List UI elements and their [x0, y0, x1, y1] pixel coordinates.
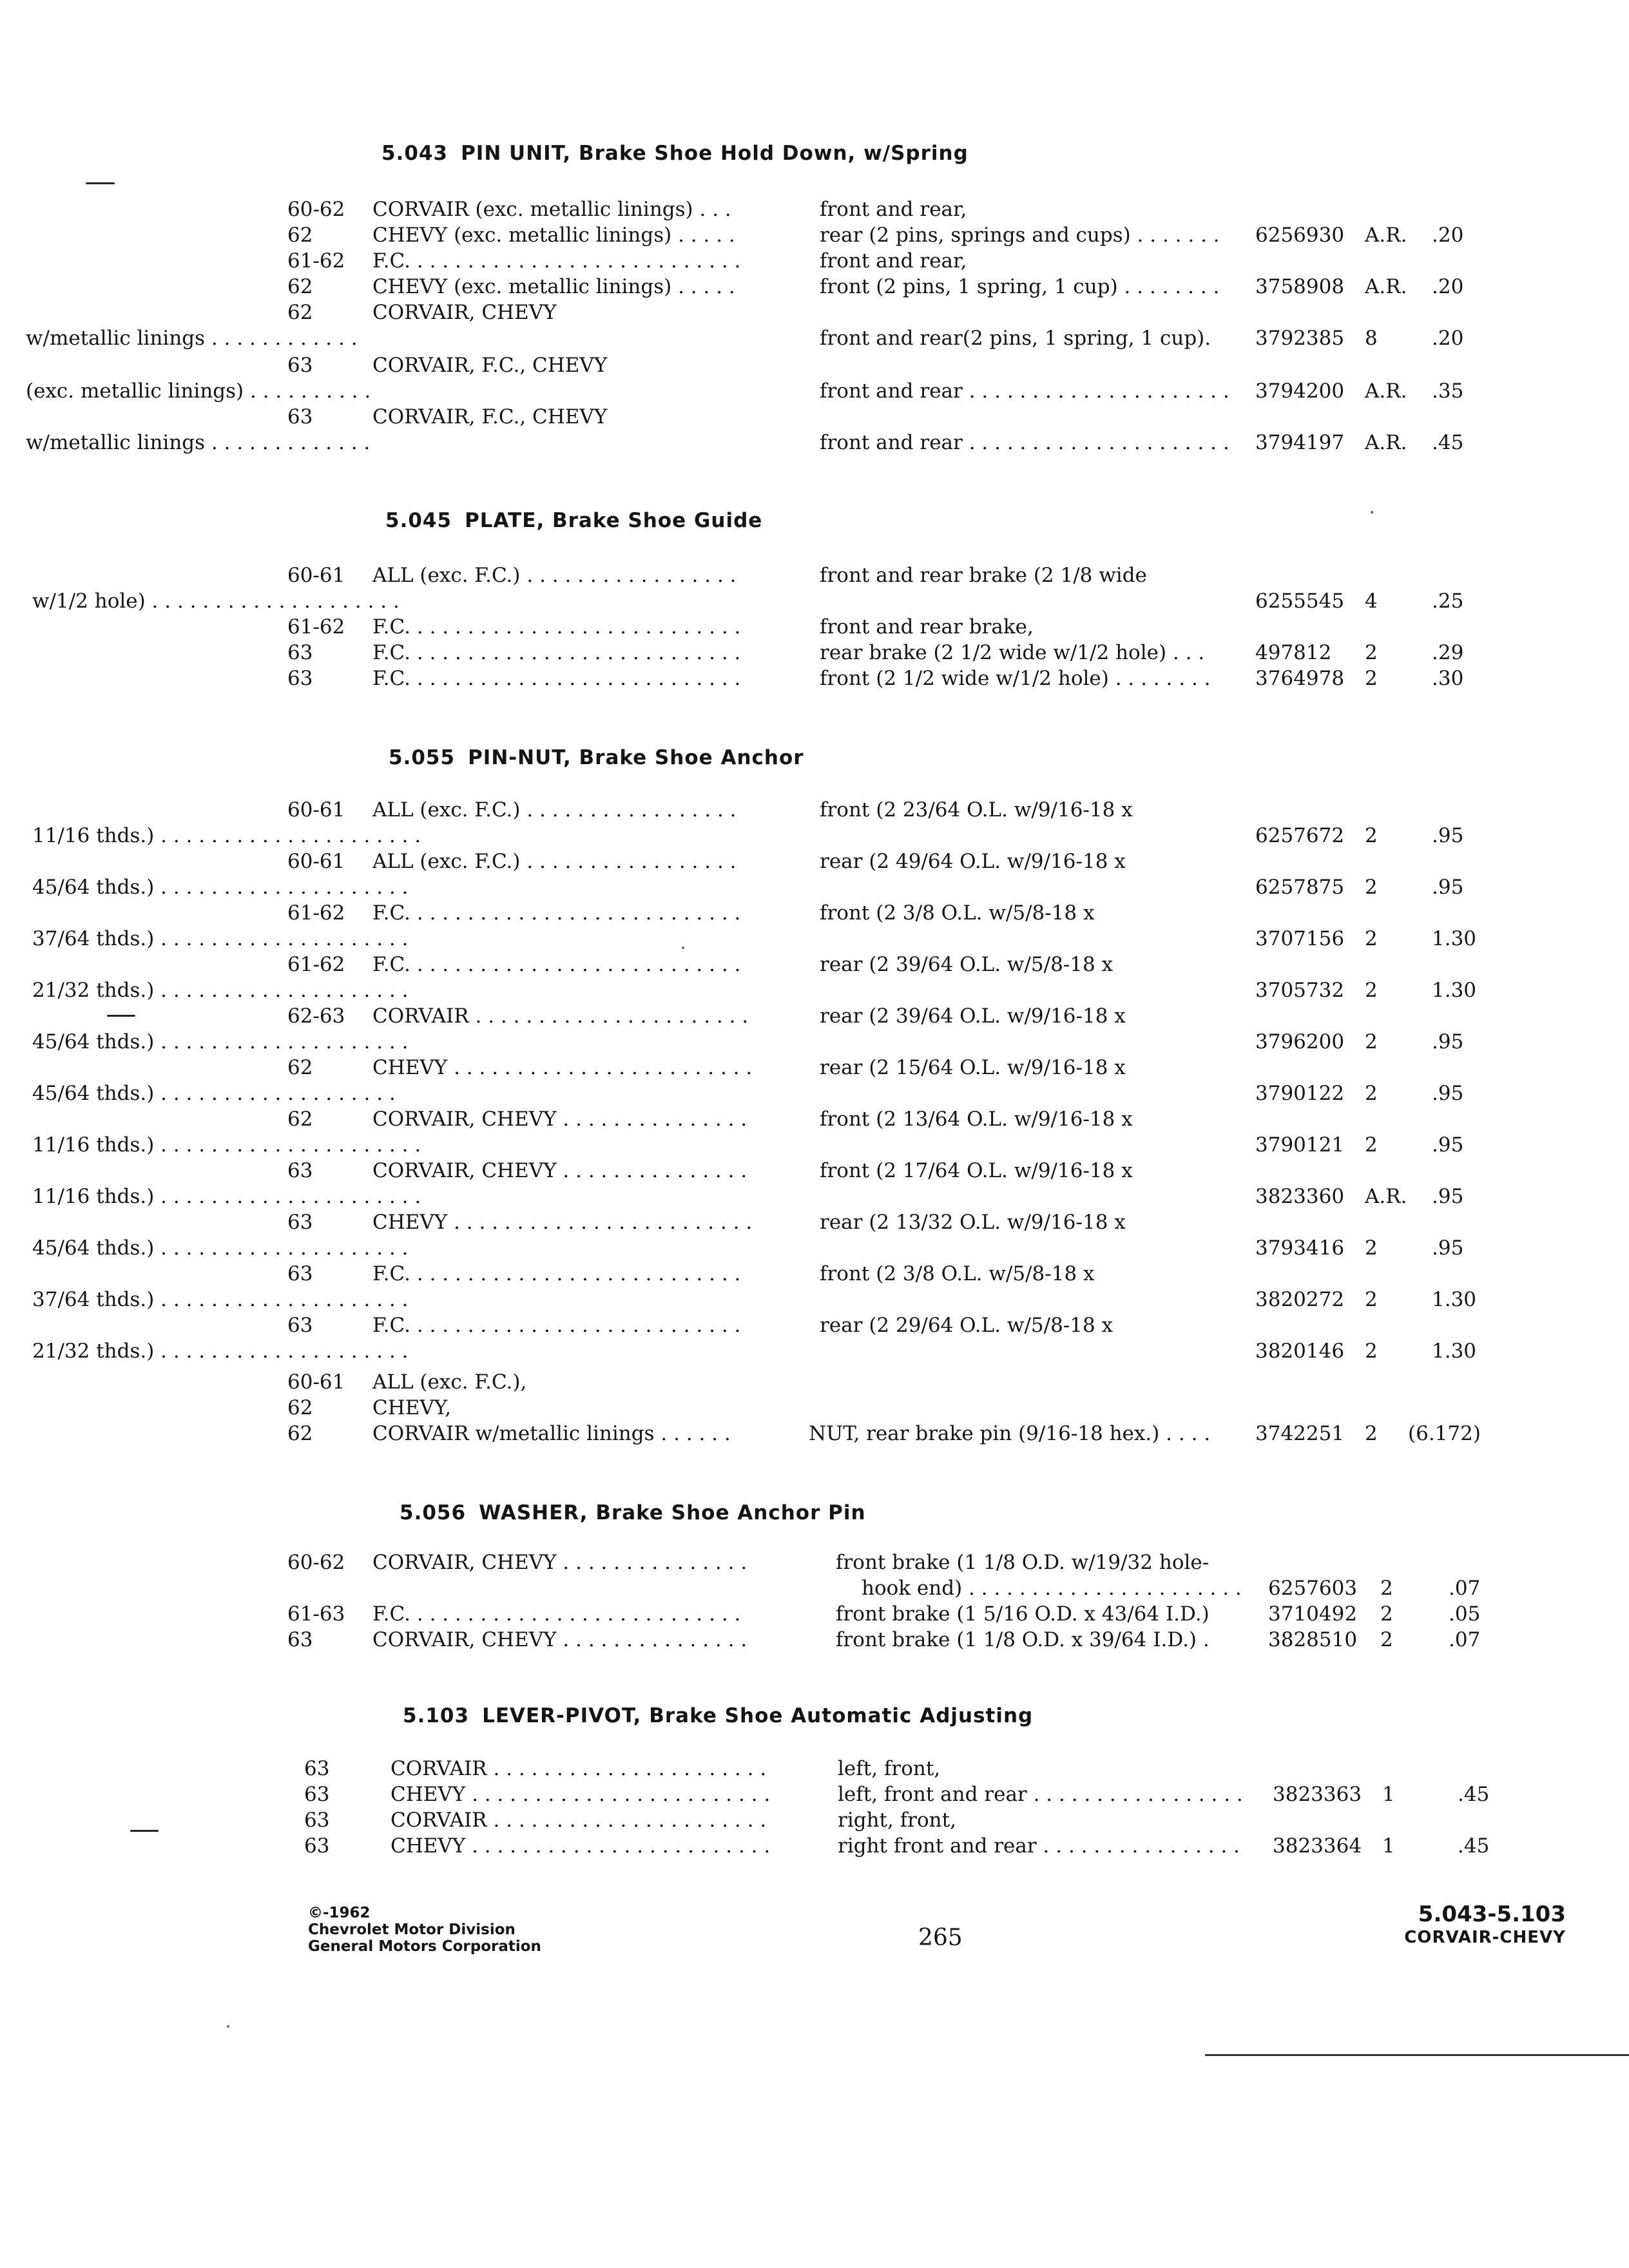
table-row	[0, 1106, 1629, 1132]
model: w/metallic linings . . . . . . . . . . . .	[26, 327, 358, 350]
quantity: A.R.	[1365, 431, 1407, 454]
model: CHEVY . . . . . . . . . . . . . . . . . . . . . . . .	[372, 1211, 753, 1234]
year-range: 60-61	[287, 1370, 345, 1394]
description: 45/64 thds.) . . . . . . . . . . . . . . . . . . . .	[32, 1030, 409, 1053]
year-range: 63	[287, 1159, 313, 1182]
part-number: 6257875	[1255, 876, 1345, 899]
quantity: 2	[1365, 1133, 1378, 1157]
table-row	[0, 1601, 1629, 1627]
description: rear (2 29/64 O.L. w/5/8-18 x	[820, 1314, 1113, 1337]
price: .07	[1449, 1628, 1481, 1651]
part-number: 3823363	[1273, 1783, 1362, 1806]
quantity: A.R.	[1365, 1185, 1407, 1208]
model: CORVAIR . . . . . . . . . . . . . . . . . . . . . .	[390, 1757, 767, 1780]
price: .20	[1432, 224, 1464, 247]
price: .95	[1432, 1236, 1464, 1260]
description: 45/64 thds.) . . . . . . . . . . . . . . . . . . .	[32, 1082, 396, 1105]
table-row	[0, 1421, 1629, 1446]
table-row	[0, 900, 1629, 926]
description: front (2 3/8 O.L. w/5/8-18 x	[820, 1262, 1095, 1285]
quantity: 4	[1365, 590, 1378, 613]
model: CHEVY . . . . . . . . . . . . . . . . . . . . . . . .	[390, 1834, 771, 1858]
description: front (2 13/64 O.L. w/9/16-18 x	[820, 1108, 1133, 1131]
description: front brake (1 1/8 O.D. x 39/64 I.D.) .	[836, 1628, 1210, 1651]
model: (exc. metallic linings) . . . . . . . . . .	[26, 380, 371, 403]
year-range: 63	[287, 1314, 313, 1337]
model: ALL (exc. F.C.) . . . . . . . . . . . . . . . . .	[372, 798, 737, 822]
quantity: 2	[1365, 927, 1378, 950]
price: .35	[1432, 380, 1464, 403]
part-number: 3794197	[1255, 431, 1345, 454]
part-number: 6257672	[1255, 824, 1345, 847]
description: 37/64 thds.) . . . . . . . . . . . . . . . . . . . .	[32, 927, 409, 950]
price: 1.30	[1432, 927, 1477, 950]
section-heading	[385, 509, 762, 532]
year-range: 60-61	[287, 798, 345, 822]
description: rear (2 39/64 O.L. w/5/8-18 x	[820, 953, 1113, 976]
description: hook end) . . . . . . . . . . . . . . . . . . . . . .	[862, 1577, 1242, 1600]
year-range: 63	[287, 667, 313, 690]
part-number: 3742251	[1255, 1422, 1345, 1445]
table-row	[0, 1575, 1629, 1601]
model: CHEVY . . . . . . . . . . . . . . . . . . . . . . . .	[372, 1056, 753, 1079]
table-row	[0, 977, 1629, 1003]
model: w/metallic linings . . . . . . . . . . . . .	[26, 431, 371, 454]
description: front and rear . . . . . . . . . . . . . . . . . . . . .	[820, 380, 1229, 403]
table-row	[0, 849, 1629, 874]
price: .20	[1432, 275, 1464, 298]
table-row	[0, 823, 1629, 849]
table-row	[0, 1550, 1629, 1575]
table-row	[0, 222, 1629, 248]
part-number: 6257603	[1268, 1577, 1358, 1600]
price: .25	[1432, 590, 1464, 613]
quantity: 2	[1365, 667, 1378, 690]
price: .45	[1458, 1783, 1490, 1806]
description: front and rear brake,	[820, 615, 1034, 639]
price: .95	[1432, 876, 1464, 899]
description: 11/16 thds.) . . . . . . . . . . . . . . . . . . . . .	[32, 1185, 421, 1208]
part-number: 3764978	[1255, 667, 1345, 690]
table-row	[0, 1756, 1629, 1782]
year-range: 63	[287, 641, 313, 664]
table-row	[0, 300, 1629, 325]
table-row	[0, 1312, 1629, 1338]
year-range: 63	[304, 1834, 330, 1858]
year-range: 62-63	[287, 1004, 345, 1028]
price: 1.30	[1432, 979, 1477, 1002]
model: F.C. . . . . . . . . . . . . . . . . . . . . . . . . . .	[372, 641, 741, 664]
section-title: PIN UNIT, Brake Shoe Hold Down, w/Spring	[461, 142, 969, 165]
description: front and rear(2 pins, 1 spring, 1 cup).	[820, 327, 1211, 350]
model: CORVAIR, F.C., CHEVY	[372, 354, 608, 377]
description: rear (2 pins, springs and cups) . . . . . . .	[820, 224, 1220, 247]
year-range: 60-61	[287, 564, 345, 587]
speck	[227, 2025, 229, 2028]
table-row	[0, 1833, 1629, 1859]
table-row	[0, 197, 1629, 222]
quantity: 2	[1380, 1628, 1393, 1651]
part-number: 3796200	[1255, 1030, 1345, 1053]
section-code: 5.045	[385, 509, 452, 532]
table-row	[0, 1003, 1629, 1029]
year-range: 62	[287, 224, 313, 247]
publisher-block	[308, 1905, 541, 1955]
price: .45	[1458, 1834, 1490, 1858]
price: .20	[1432, 327, 1464, 350]
year-range: 62	[287, 1056, 313, 1079]
year-range: 63	[304, 1757, 330, 1780]
year-range: 62	[287, 275, 313, 298]
year-range: 60-62	[287, 198, 345, 221]
description: front (2 pins, 1 spring, 1 cup) . . . . . . . .	[820, 275, 1220, 298]
table-row	[0, 1158, 1629, 1184]
table-row	[0, 1395, 1629, 1421]
table-row	[0, 797, 1629, 823]
year-range: 63	[287, 1262, 313, 1285]
model: CHEVY . . . . . . . . . . . . . . . . . . . . . . . .	[390, 1783, 771, 1806]
part-number: 6256930	[1255, 224, 1345, 247]
section-code: 5.056	[400, 1501, 467, 1524]
description: 37/64 thds.) . . . . . . . . . . . . . . . . . . . .	[32, 1288, 409, 1311]
part-number: 3820146	[1255, 1340, 1345, 1363]
model: ALL (exc. F.C.),	[372, 1370, 527, 1394]
year-range: 61-62	[287, 249, 345, 273]
table-row	[0, 1287, 1629, 1312]
part-number: 3792385	[1255, 327, 1345, 350]
description: left, front,	[838, 1757, 941, 1780]
section-code: 5.043	[381, 142, 448, 165]
year-range: 63	[304, 1783, 330, 1806]
page-edge-rule	[1205, 2054, 1629, 2056]
year-range: 61-62	[287, 901, 345, 925]
section-heading	[381, 142, 969, 165]
price: .30	[1432, 667, 1464, 690]
description: 21/32 thds.) . . . . . . . . . . . . . . . . . . . .	[32, 1340, 409, 1363]
table-row	[0, 404, 1629, 430]
table-row	[0, 1782, 1629, 1807]
year-range: 60-61	[287, 850, 345, 873]
table-row	[0, 1627, 1629, 1653]
model: F.C. . . . . . . . . . . . . . . . . . . . . . . . . . .	[372, 901, 741, 925]
year-range: 61-63	[287, 1602, 345, 1626]
quantity: 8	[1365, 327, 1378, 350]
description: front brake (1 5/16 O.D. x 43/64 I.D.)	[836, 1602, 1210, 1626]
quantity: 2	[1365, 824, 1378, 847]
year-range: 62	[287, 1108, 313, 1131]
description: front (2 17/64 O.L. w/9/16-18 x	[820, 1159, 1133, 1182]
model: CORVAIR, CHEVY . . . . . . . . . . . . . . .	[372, 1108, 747, 1131]
quantity: 2	[1365, 979, 1378, 1002]
description: rear brake (2 1/2 wide w/1/2 hole) . . .	[820, 641, 1205, 664]
model: CHEVY,	[372, 1396, 452, 1419]
section-title: WASHER, Brake Shoe Anchor Pin	[479, 1501, 866, 1524]
description: w/1/2 hole) . . . . . . . . . . . . . . . . . . . .	[32, 590, 400, 613]
quantity: 2	[1365, 1288, 1378, 1311]
table-row	[0, 1209, 1629, 1235]
quantity: A.R.	[1365, 275, 1407, 298]
part-number: 3828510	[1268, 1628, 1358, 1651]
model: CHEVY (exc. metallic linings) . . . . .	[372, 275, 735, 298]
part-number: 3820272	[1255, 1288, 1345, 1311]
price: .95	[1432, 1185, 1464, 1208]
table-row	[0, 614, 1629, 640]
part-number: 3823364	[1273, 1834, 1362, 1858]
table-row	[0, 1235, 1629, 1261]
year-range: 62	[287, 1422, 313, 1445]
year-range: 62	[287, 1396, 313, 1419]
description: front (2 3/8 O.L. w/5/8-18 x	[820, 901, 1095, 925]
section-code: 5.055	[389, 746, 456, 769]
section-heading	[403, 1704, 1033, 1727]
part-number: 3794200	[1255, 380, 1345, 403]
model: F.C. . . . . . . . . . . . . . . . . . . . . . . . . . .	[372, 1602, 741, 1626]
quantity: 1	[1382, 1783, 1395, 1806]
section-title: PLATE, Brake Shoe Guide	[465, 509, 763, 532]
quantity: A.R.	[1365, 224, 1407, 247]
table-row	[0, 562, 1629, 588]
table-row	[0, 1261, 1629, 1287]
price: .95	[1432, 1082, 1464, 1105]
part-number: 6255545	[1255, 590, 1345, 613]
model: CORVAIR, CHEVY . . . . . . . . . . . . . . .	[372, 1159, 747, 1182]
description: right, front,	[838, 1809, 956, 1832]
part-number: 3790122	[1255, 1082, 1345, 1105]
quantity: 2	[1380, 1577, 1393, 1600]
table-row	[0, 874, 1629, 900]
speck	[1371, 511, 1373, 514]
model: CORVAIR, CHEVY . . . . . . . . . . . . . . .	[372, 1628, 747, 1651]
quantity: 2	[1365, 1030, 1378, 1053]
model: CORVAIR w/metallic linings . . . . . .	[372, 1422, 731, 1445]
part-number: 3823360	[1255, 1185, 1345, 1208]
part-number: 3790121	[1255, 1133, 1345, 1157]
quantity: 2	[1380, 1602, 1393, 1626]
section-title: LEVER-PIVOT, Brake Shoe Automatic Adjusting	[482, 1704, 1034, 1727]
model: F.C. . . . . . . . . . . . . . . . . . . . . . . . . . .	[372, 953, 741, 976]
description: left, front and rear . . . . . . . . . . . . . . . . .	[838, 1783, 1243, 1806]
model-line: CORVAIR-CHEVY	[1404, 1928, 1566, 1947]
description: front and rear,	[820, 198, 967, 221]
table-row	[0, 588, 1629, 614]
description: front brake (1 1/8 O.D. w/19/32 hole-	[836, 1551, 1210, 1574]
table-row	[0, 1338, 1629, 1364]
price: 1.30	[1432, 1340, 1477, 1363]
model: CORVAIR . . . . . . . . . . . . . . . . . . . . . .	[390, 1809, 767, 1832]
description: rear (2 49/64 O.L. w/9/16-18 x	[820, 850, 1126, 873]
table-row	[0, 1807, 1629, 1833]
description: NUT, rear brake pin (9/16-18 hex.) . . . .	[809, 1422, 1211, 1445]
quantity: 2	[1365, 1236, 1378, 1260]
year-range: 63	[287, 354, 313, 377]
table-row	[0, 274, 1629, 300]
year-range: 63	[304, 1809, 330, 1832]
table-row	[0, 640, 1629, 666]
model: CORVAIR . . . . . . . . . . . . . . . . . . . . . .	[372, 1004, 749, 1028]
quantity: 2	[1365, 876, 1378, 899]
model: F.C. . . . . . . . . . . . . . . . . . . . . . . . . . .	[372, 615, 741, 639]
table-row	[0, 352, 1629, 378]
table-row	[0, 430, 1629, 456]
part-number: 3758908	[1255, 275, 1345, 298]
group-range: 5.043-5.103	[1418, 1901, 1566, 1927]
model: CORVAIR, CHEVY . . . . . . . . . . . . . . .	[372, 1551, 747, 1574]
section-title: PIN-NUT, Brake Shoe Anchor	[468, 746, 804, 769]
division-name: Chevrolet Motor Division	[308, 1921, 516, 1938]
price: .07	[1449, 1577, 1481, 1600]
table-row	[0, 1132, 1629, 1158]
model: CORVAIR (exc. metallic linings) . . .	[372, 198, 731, 221]
description: 21/32 thds.) . . . . . . . . . . . . . . . . . . . .	[32, 979, 409, 1002]
description: 45/64 thds.) . . . . . . . . . . . . . . . . . . . .	[32, 876, 409, 899]
part-number: 3707156	[1255, 927, 1345, 950]
part-number: 3793416	[1255, 1236, 1345, 1260]
part-number: 3705732	[1255, 979, 1345, 1002]
year-range: 63	[287, 1628, 313, 1651]
model: F.C. . . . . . . . . . . . . . . . . . . . . . . . . . .	[372, 1262, 741, 1285]
table-row	[0, 378, 1629, 404]
price: .29	[1432, 641, 1464, 664]
price: .95	[1432, 1133, 1464, 1157]
quantity: 2	[1365, 1340, 1378, 1363]
model: CORVAIR, F.C., CHEVY	[372, 405, 608, 428]
table-row	[0, 1369, 1629, 1395]
price: .95	[1432, 824, 1464, 847]
part-number: 3710492	[1268, 1602, 1358, 1626]
section-code: 5.103	[403, 1704, 470, 1727]
year-range: 63	[287, 405, 313, 428]
table-row	[0, 1029, 1629, 1055]
description: right front and rear . . . . . . . . . . . . . . . .	[838, 1834, 1240, 1858]
copyright: ©-1962	[308, 1905, 371, 1921]
quantity: 2	[1365, 641, 1378, 664]
price: (6.172)	[1408, 1422, 1481, 1445]
quantity: 1	[1382, 1834, 1395, 1858]
margin-mark	[86, 182, 115, 184]
part-number: 497812	[1255, 641, 1332, 664]
model: ALL (exc. F.C.) . . . . . . . . . . . . . . . . .	[372, 850, 737, 873]
description: front (2 23/64 O.L. w/9/16-18 x	[820, 798, 1133, 822]
corporation-name: General Motors Corporation	[308, 1938, 541, 1955]
table-row	[0, 325, 1629, 351]
description: 11/16 thds.) . . . . . . . . . . . . . . . . . . . . .	[32, 824, 421, 847]
quantity: 2	[1365, 1422, 1378, 1445]
table-row	[0, 926, 1629, 952]
description: rear (2 39/64 O.L. w/9/16-18 x	[820, 1004, 1126, 1028]
table-row	[0, 666, 1629, 691]
year-range: 60-62	[287, 1551, 345, 1574]
table-row	[0, 1184, 1629, 1209]
description: 45/64 thds.) . . . . . . . . . . . . . . . . . . . .	[32, 1236, 409, 1260]
page-range-block	[1353, 1901, 1566, 1947]
year-range: 61-62	[287, 953, 345, 976]
table-row	[0, 248, 1629, 274]
year-range: 63	[287, 1211, 313, 1234]
table-row	[0, 952, 1629, 977]
price: 1.30	[1432, 1288, 1477, 1311]
table-row	[0, 1055, 1629, 1081]
quantity: A.R.	[1365, 380, 1407, 403]
section-heading	[400, 1501, 866, 1524]
quantity: 2	[1365, 1082, 1378, 1105]
description: front and rear brake (2 1/8 wide	[820, 564, 1147, 587]
price: .95	[1432, 1030, 1464, 1053]
page-number: 265	[918, 1925, 963, 1951]
description: front and rear,	[820, 249, 967, 273]
table-row	[0, 1081, 1629, 1106]
price: .45	[1432, 431, 1464, 454]
description: rear (2 13/32 O.L. w/9/16-18 x	[820, 1211, 1126, 1234]
description: rear (2 15/64 O.L. w/9/16-18 x	[820, 1056, 1126, 1079]
model: F.C. . . . . . . . . . . . . . . . . . . . . . . . . . .	[372, 249, 741, 273]
description: front and rear . . . . . . . . . . . . . . . . . . . . .	[820, 431, 1229, 454]
model: ALL (exc. F.C.) . . . . . . . . . . . . . . . . .	[372, 564, 737, 587]
price: .05	[1449, 1602, 1481, 1626]
description: 11/16 thds.) . . . . . . . . . . . . . . . . . . . . .	[32, 1133, 421, 1157]
model: CORVAIR, CHEVY	[372, 301, 557, 324]
year-range: 61-62	[287, 615, 345, 639]
model: F.C. . . . . . . . . . . . . . . . . . . . . . . . . . .	[372, 667, 741, 690]
year-range: 62	[287, 301, 313, 324]
model: CHEVY (exc. metallic linings) . . . . .	[372, 224, 735, 247]
description: front (2 1/2 wide w/1/2 hole) . . . . . . . .	[820, 667, 1211, 690]
model: F.C. . . . . . . . . . . . . . . . . . . . . . . . . . .	[372, 1314, 741, 1337]
section-heading	[389, 746, 804, 769]
